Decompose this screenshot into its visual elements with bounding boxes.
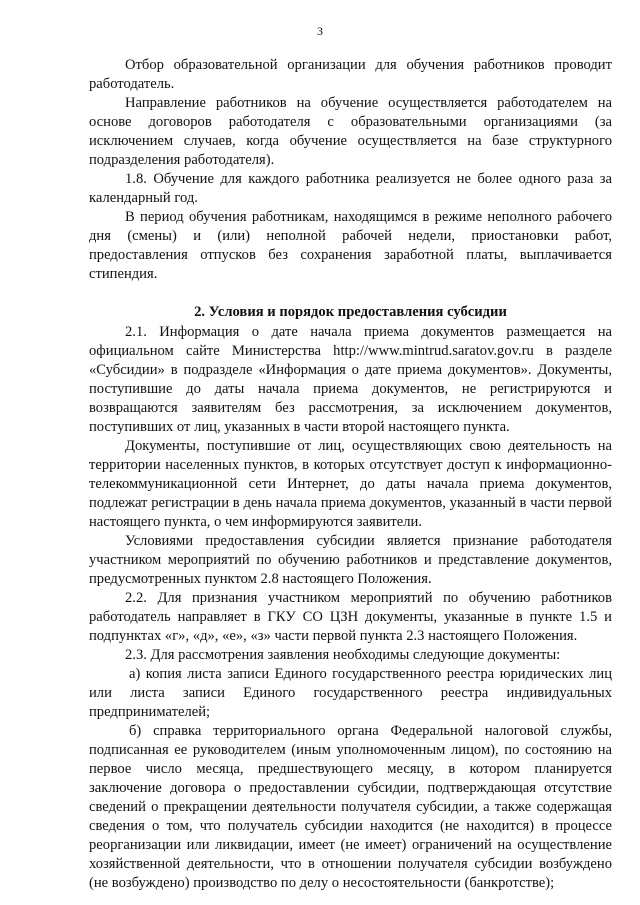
paragraph: Документы, поступившие от лиц, осуществляющих свою деятельность на территории населенных пунктов, в которых отсутствует доступ к информационно-телекоммуникационной сети Интернет, до даты начала приема документов, подлежат регистрации в день начала приема документов, указанный в части первой настоящего пункта, о чем информируются заявители. bbox=[89, 438, 612, 530]
paragraph: Условиями предоставления субсидии является признание работодателя участником мероприятий по обучению работников и представление документов, предусмотренных пунктом 2.8 настоящего Положения. bbox=[89, 533, 612, 587]
paragraph: 2.1. Информация о дате начала приема документов размещается на официальном сайте Министерства http://www.mintrud.saratov.gov.ru в разделе «Субсидии» в подразделе «Информация о дате приема документов». Документы, поступившие до даты начала приема документов, не регистрируются и возвращаются заявителям без рассмотрения, за исключением документов, поступивших от лиц, указанных в части второй настоящего пункта. bbox=[89, 324, 612, 435]
list-item: а) копия листа записи Единого государственного реестра юридических лиц или листа записи Единого государственного реестра индивидуальных предпринимателей; bbox=[89, 666, 612, 720]
paragraph: Направление работников на обучение осуществляется работодателем на основе договоров работодателя с образовательными организациями (за исключением случаев, когда обучение осуществляется на базе структурного подразделения работодателя). bbox=[89, 95, 612, 168]
list-item: б) справка территориального органа Федеральной налоговой службы, подписанная ее руководителем (иным уполномоченным лицом), по состоянию на первое число месяца, предшествующего месяцу, в котором планируется заключение договора о предоставлении субсидии, подтверждающая отсутствие сведений о прекращении деятельности получателя субсидии, а также содержащая сведения о том, что получатель субсидии находится (не находится) в процессе реорганизации или ликвидации, имеет (не имеет) ограничений на осуществление хозяйственной деятельности, что в отношении получателя субсидии возбуждено (не возбуждено) производство по делу о несостоятельности (банкротстве); bbox=[89, 723, 612, 891]
paragraph: В период обучения работникам, находящимся в режиме неполного рабочего дня (смены) и (или) неполной рабочей недели, приостановки работ, предоставления отпусков без сохранения заработной платы, выплачивается стипендия. bbox=[89, 209, 612, 282]
document-body bbox=[89, 56, 612, 893]
page-number: 3 bbox=[317, 24, 323, 38]
section-heading: 2. Условия и порядок предоставления субсидии bbox=[194, 304, 507, 320]
paragraph: 2.2. Для признания участником мероприятий по обучению работников работодатель направляет в ГКУ СО ЦЗН документы, указанные в пункте 1.5 и подпунктах «г», «д», «е», «з» части первой пункта 2.3 настоящего Положения. bbox=[89, 590, 612, 644]
paragraph: 1.8. Обучение для каждого работника реализуется не более одного раза за календарный год. bbox=[89, 171, 612, 206]
paragraph: Отбор образовательной организации для обучения работников проводит работодатель. bbox=[89, 57, 612, 92]
paragraph: 2.3. Для рассмотрения заявления необходимы следующие документы: bbox=[125, 647, 561, 663]
